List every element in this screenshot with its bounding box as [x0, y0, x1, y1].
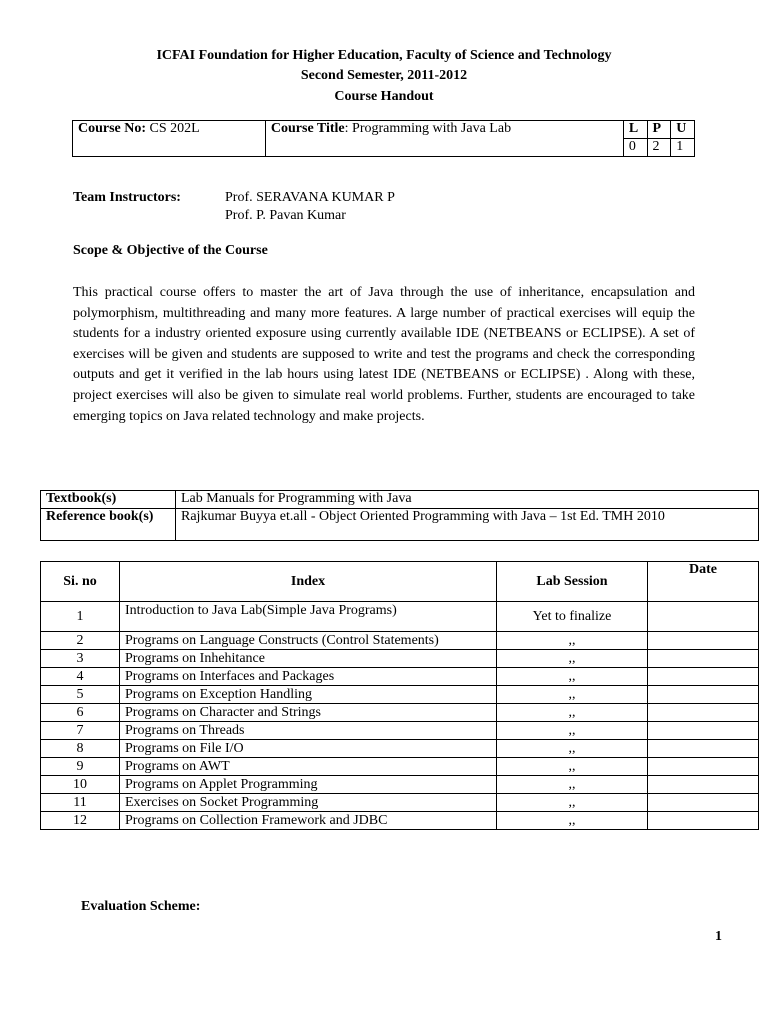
row-number: 7	[41, 722, 120, 740]
table-row	[41, 632, 759, 650]
table-row	[41, 776, 759, 794]
course-title-value: : Programming with Java Lab	[344, 121, 512, 136]
reference-value: Rajkumar Buyya et.all - Object Oriented Programming with Java – 1st Ed. TMH 2010	[176, 509, 759, 541]
row-index-title: Programs on Collection Framework and JDBC	[120, 812, 497, 830]
row-index-title: Programs on Interfaces and Packages	[120, 668, 497, 686]
row-date	[648, 758, 759, 776]
table-row	[41, 650, 759, 668]
row-date	[648, 632, 759, 650]
table-row	[41, 794, 759, 812]
evaluation-heading: Evaluation Scheme:	[81, 899, 201, 914]
row-lab-session: ,,	[497, 632, 648, 650]
row-index-title: Exercises on Socket Programming	[120, 794, 497, 812]
row-index-title: Programs on Character and Strings	[120, 704, 497, 722]
row-number: 3	[41, 650, 120, 668]
row-number: 6	[41, 704, 120, 722]
row-date	[648, 776, 759, 794]
row-lab-session: ,,	[497, 704, 648, 722]
row-index-title: Introduction to Java Lab(Simple Java Programs)	[120, 602, 497, 632]
row-lab-session: ,,	[497, 776, 648, 794]
ltp-header-l: L	[623, 121, 647, 139]
row-date	[648, 722, 759, 740]
header-sno: Si. no	[41, 562, 120, 602]
row-index-title: Programs on Language Constructs (Control Statements)	[120, 632, 497, 650]
lab-index-table	[40, 561, 759, 830]
row-index-title: Programs on Exception Handling	[120, 686, 497, 704]
table-row	[41, 668, 759, 686]
table-row	[41, 758, 759, 776]
scope-paragraph: This practical course offers to master the art of Java through the use of inheritance, encapsulation and polymorphism, multithreading and many more features. A large number of practical exercises will equip the students for a industry oriented exposure using currently available IDE (NETBEANS or ECLIPSE). A set of exercises will be given and students are supposed to write and test the programs and check the corresponding outputs and get it verified in the lab hours using latest IDE (NETBEANS or ECLIPSE) . Along with these, project exercises will also be given to simulate real world problems. Further, students are encouraged to take emerging topics on Java related technology and make projects.	[73, 285, 695, 424]
row-number: 2	[41, 632, 120, 650]
row-date	[648, 650, 759, 668]
row-date	[648, 668, 759, 686]
row-lab-session: ,,	[497, 758, 648, 776]
scope-heading: Scope & Objective of the Course	[73, 243, 268, 258]
ltp-value-u: 1	[671, 139, 695, 157]
header-index: Index	[120, 562, 497, 602]
row-index-title: Programs on Inhehitance	[120, 650, 497, 668]
table-row	[41, 686, 759, 704]
table-row	[41, 704, 759, 722]
row-date	[648, 740, 759, 758]
table-row	[41, 812, 759, 830]
textbook-label: Textbook(s)	[41, 491, 176, 509]
row-date	[648, 602, 759, 632]
instructors-label: Team Instructors:	[73, 190, 181, 205]
course-info-table	[72, 120, 695, 157]
row-index-title: Programs on Threads	[120, 722, 497, 740]
row-index-title: Programs on Applet Programming	[120, 776, 497, 794]
semester-title: Second Semester, 2011-2012	[300, 68, 468, 83]
course-no-value: CS 202L	[149, 121, 200, 136]
instructor-name: Prof. P. Pavan Kumar	[225, 208, 346, 223]
instructor-name: Prof. SERAVANA KUMAR P	[225, 190, 395, 205]
row-lab-session: Yet to finalize	[497, 602, 648, 632]
table-row	[41, 740, 759, 758]
row-date	[648, 812, 759, 830]
row-index-title: Programs on File I/O	[120, 740, 497, 758]
textbook-value: Lab Manuals for Programming with Java	[176, 491, 759, 509]
reference-label: Reference book(s)	[41, 509, 176, 541]
row-number: 1	[41, 602, 120, 632]
row-number: 12	[41, 812, 120, 830]
table-row	[41, 602, 759, 632]
course-no-label: Course No:	[78, 121, 147, 136]
row-number: 10	[41, 776, 120, 794]
row-lab-session: ,,	[497, 668, 648, 686]
row-number: 11	[41, 794, 120, 812]
row-number: 8	[41, 740, 120, 758]
row-number: 9	[41, 758, 120, 776]
row-date	[648, 794, 759, 812]
row-lab-session: ,,	[497, 740, 648, 758]
ltp-value-l: 0	[623, 139, 647, 157]
course-title-cell	[265, 121, 623, 157]
header-date: Date	[648, 562, 759, 602]
row-lab-session: ,,	[497, 812, 648, 830]
page-number: 1	[715, 929, 722, 944]
row-lab-session: ,,	[497, 650, 648, 668]
handout-title: Course Handout	[334, 89, 434, 104]
row-lab-session: ,,	[497, 686, 648, 704]
row-date	[648, 686, 759, 704]
ltp-header-u: U	[671, 121, 695, 139]
ltp-header-p: P	[647, 121, 671, 139]
row-date	[648, 704, 759, 722]
row-index-title: Programs on AWT	[120, 758, 497, 776]
course-no-cell	[73, 121, 266, 157]
header-lab-session: Lab Session	[497, 562, 648, 602]
row-number: 5	[41, 686, 120, 704]
row-lab-session: ,,	[497, 794, 648, 812]
institution-title: ICFAI Foundation for Higher Education, Faculty of Science and Technology	[156, 48, 612, 63]
course-title-label: Course Title	[270, 121, 345, 136]
table-row	[41, 722, 759, 740]
ltp-value-p: 2	[647, 139, 671, 157]
books-table	[40, 490, 759, 541]
row-lab-session: ,,	[497, 722, 648, 740]
row-number: 4	[41, 668, 120, 686]
